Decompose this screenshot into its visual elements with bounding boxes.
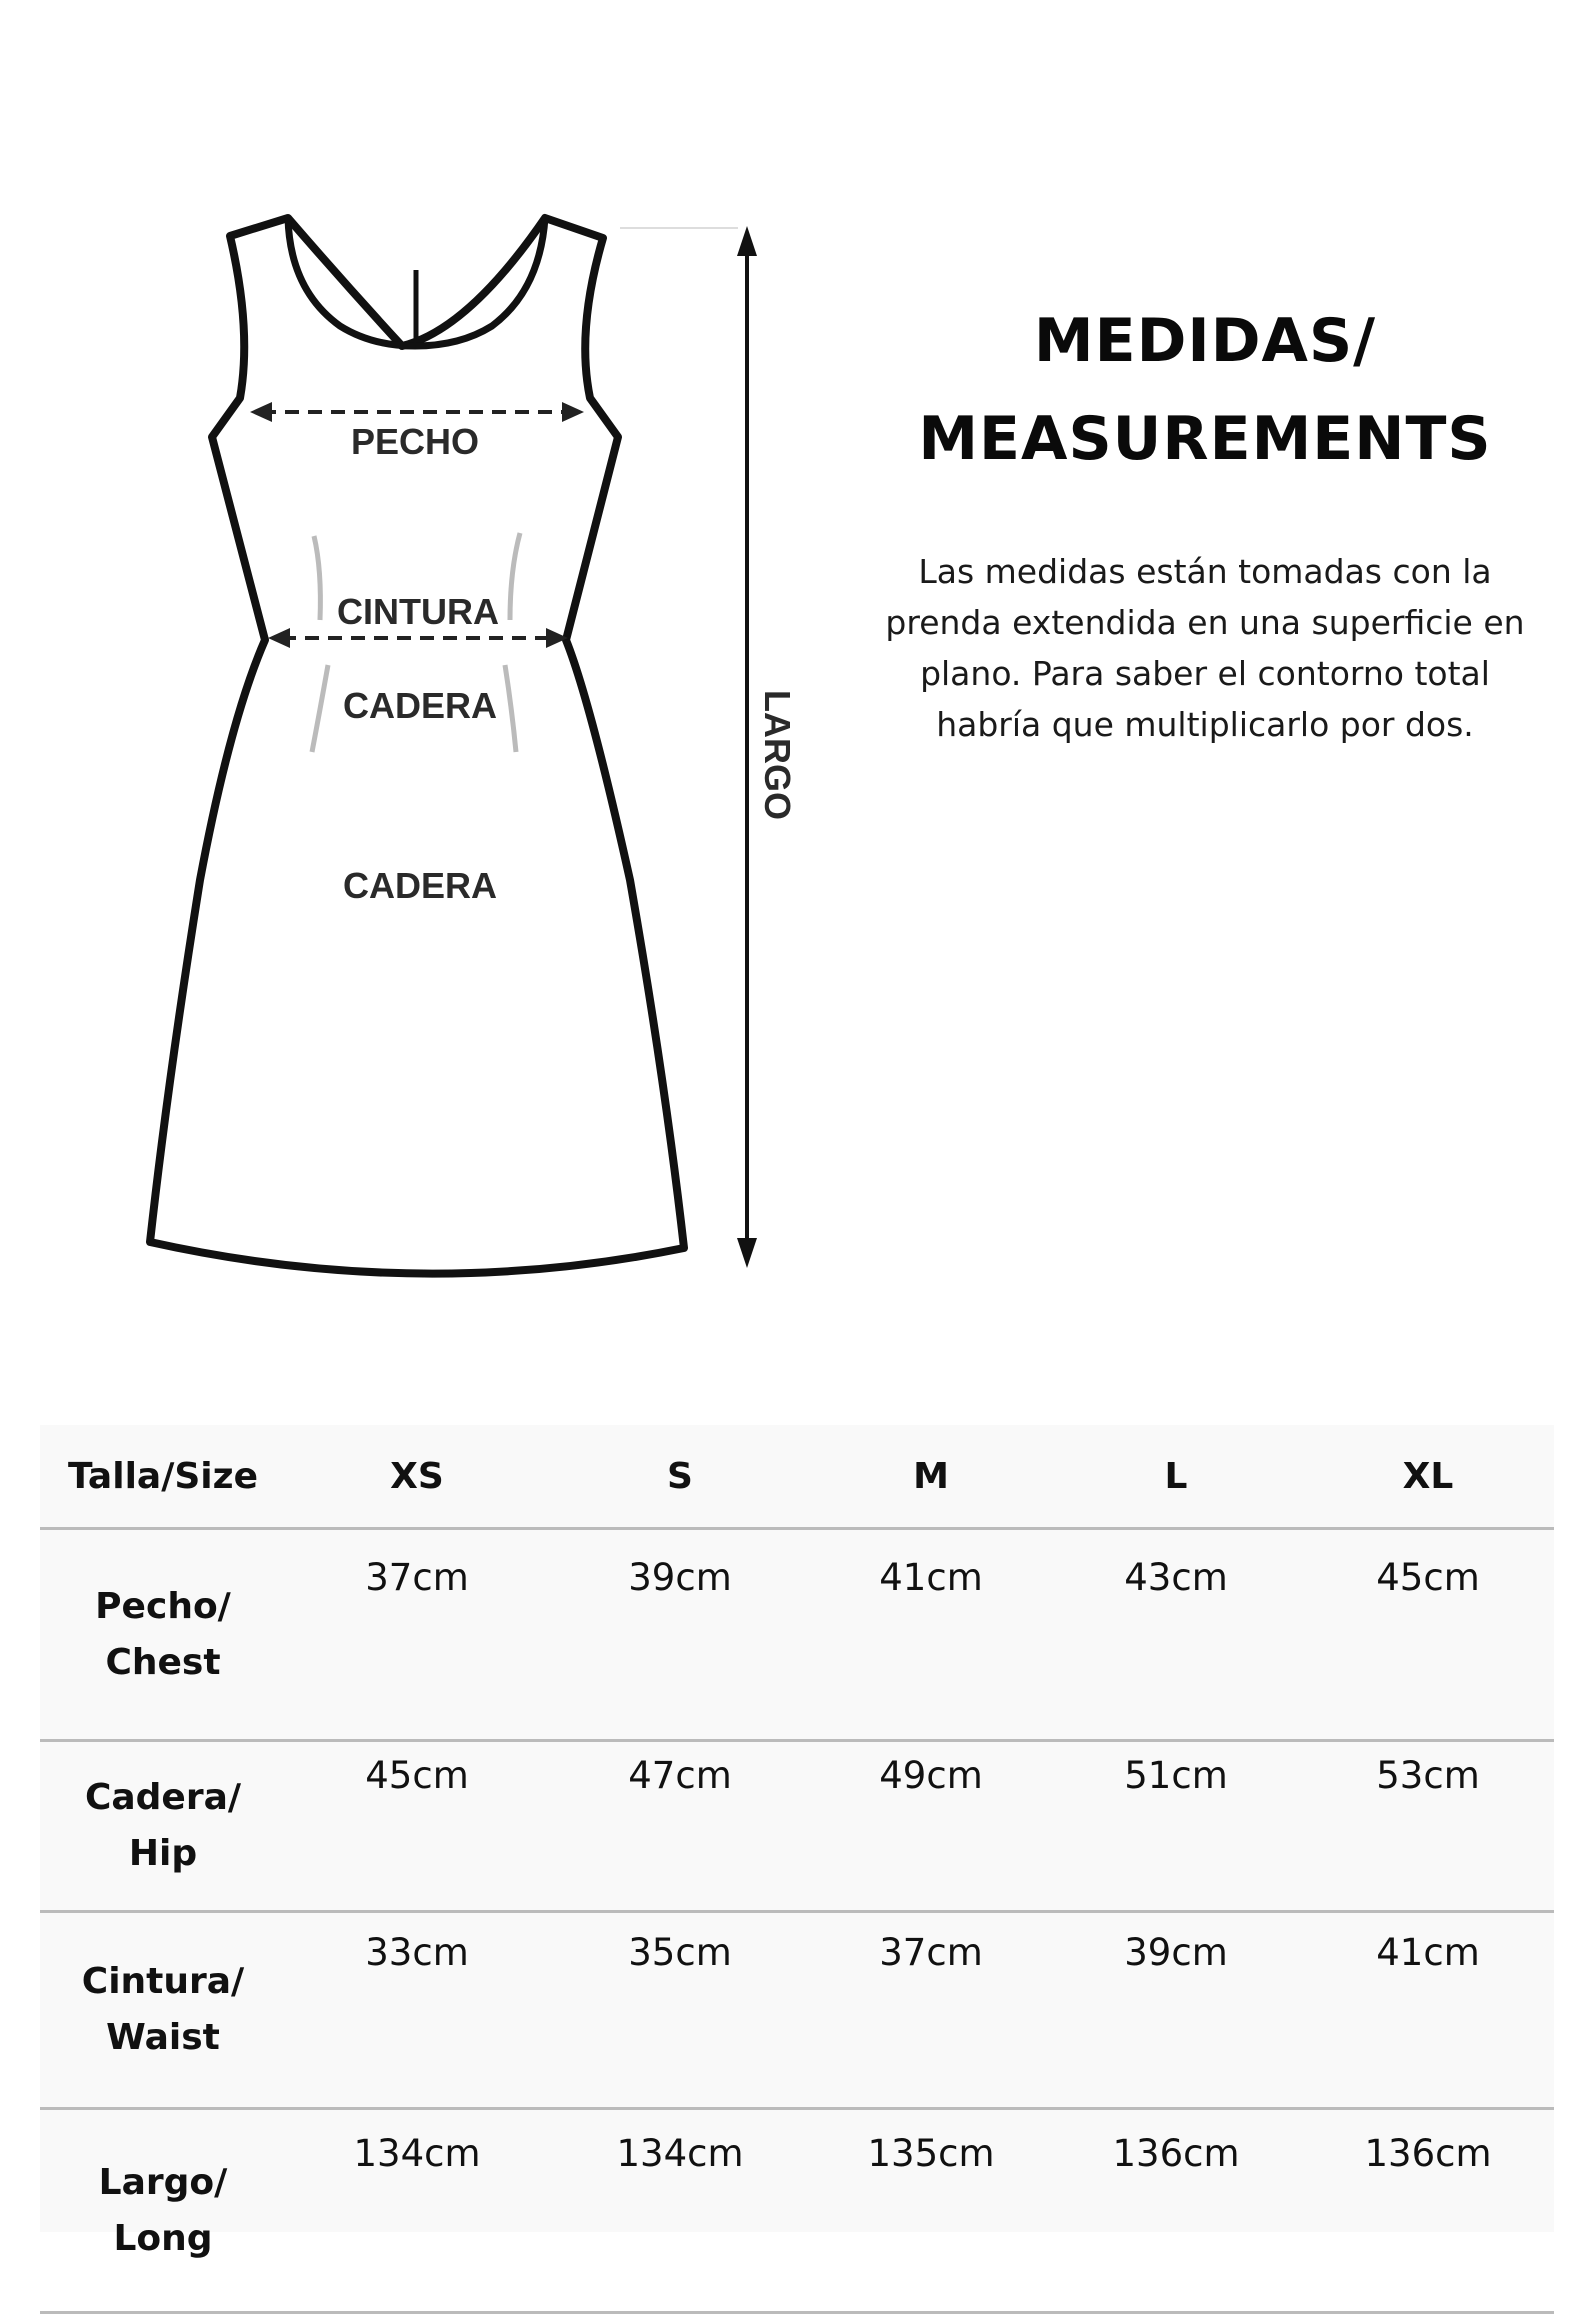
table-cell: 53cm [1302, 1741, 1554, 1912]
table-cell: 41cm [1302, 1912, 1554, 2109]
table-cell: 134cm [548, 2109, 812, 2313]
table-cell: 136cm [1302, 2109, 1554, 2313]
dress-diagram [0, 0, 880, 1330]
table-cell: 41cm [812, 1529, 1050, 1741]
page-title [880, 292, 1530, 488]
table-row [40, 2109, 1554, 2313]
row-label-en: Chest [105, 1641, 221, 1683]
table-cell: 49cm [812, 1741, 1050, 1912]
row-label [40, 1529, 286, 1741]
table-cell: 134cm [286, 2109, 548, 2313]
row-label-en: Hip [128, 1833, 198, 1874]
table-cell: 135cm [812, 2109, 1050, 2313]
measurement-note: Las medidas están tomadas con la prenda extendida en una superficie en plano. Para saber el contorno total habría que multiplicarlo por dos. [885, 552, 1525, 744]
table-cell: 45cm [1302, 1529, 1554, 1741]
row-label [40, 1741, 286, 1912]
header-m: M [812, 1425, 1050, 1529]
cadera-lower-label: CADERA [342, 865, 498, 906]
table-cell: 35cm [548, 1912, 812, 2109]
dress-outline [150, 218, 684, 1274]
dart-right-lower [505, 665, 516, 752]
largo-label: LARGO [757, 690, 798, 820]
table-row [40, 1741, 1554, 1912]
dart-left-lower [312, 665, 328, 752]
row-label-es: Pecho/ [95, 1585, 231, 1627]
table-cell: 39cm [1050, 1912, 1302, 2109]
table-cell: 39cm [548, 1529, 812, 1741]
row-label-es: Cadera/ [84, 1777, 242, 1818]
title-line-2: MEASUREMENTS [918, 404, 1492, 474]
row-label-es: Largo/ [98, 2161, 228, 2203]
pecho-label: PECHO [350, 421, 480, 462]
table-cell: 33cm [286, 1912, 548, 2109]
header-xl: XL [1302, 1425, 1554, 1529]
row-label-es: Cintura/ [81, 1961, 245, 2002]
table-cell: 37cm [286, 1529, 548, 1741]
header-l: L [1050, 1425, 1302, 1529]
table-cell: 37cm [812, 1912, 1050, 2109]
row-label-en: Long [113, 2217, 213, 2259]
pecho-arrow [250, 402, 584, 422]
cadera-upper-label: CADERA [342, 685, 498, 726]
table-cell: 136cm [1050, 2109, 1302, 2313]
title-line-1: MEDIDAS/ [1033, 306, 1377, 376]
header-xs: XS [286, 1425, 548, 1529]
table-cell: 43cm [1050, 1529, 1302, 1741]
header-s: S [548, 1425, 812, 1529]
row-label-en: Waist [106, 2017, 220, 2058]
dart-right-upper [510, 533, 520, 620]
cintura-label: CINTURA [337, 591, 499, 632]
largo-arrow [620, 226, 757, 1268]
table-cell: 51cm [1050, 1741, 1302, 1912]
table-header-row [40, 1425, 1554, 1529]
table-row [40, 1529, 1554, 1741]
header-size-label: Talla/Size [40, 1425, 286, 1529]
row-label [40, 2109, 286, 2313]
table-row [40, 1912, 1554, 2109]
row-label [40, 1912, 286, 2109]
table-cell: 47cm [548, 1741, 812, 1912]
dart-left-upper [314, 536, 320, 620]
table-cell: 45cm [286, 1741, 548, 1912]
size-table [40, 1425, 1554, 2259]
